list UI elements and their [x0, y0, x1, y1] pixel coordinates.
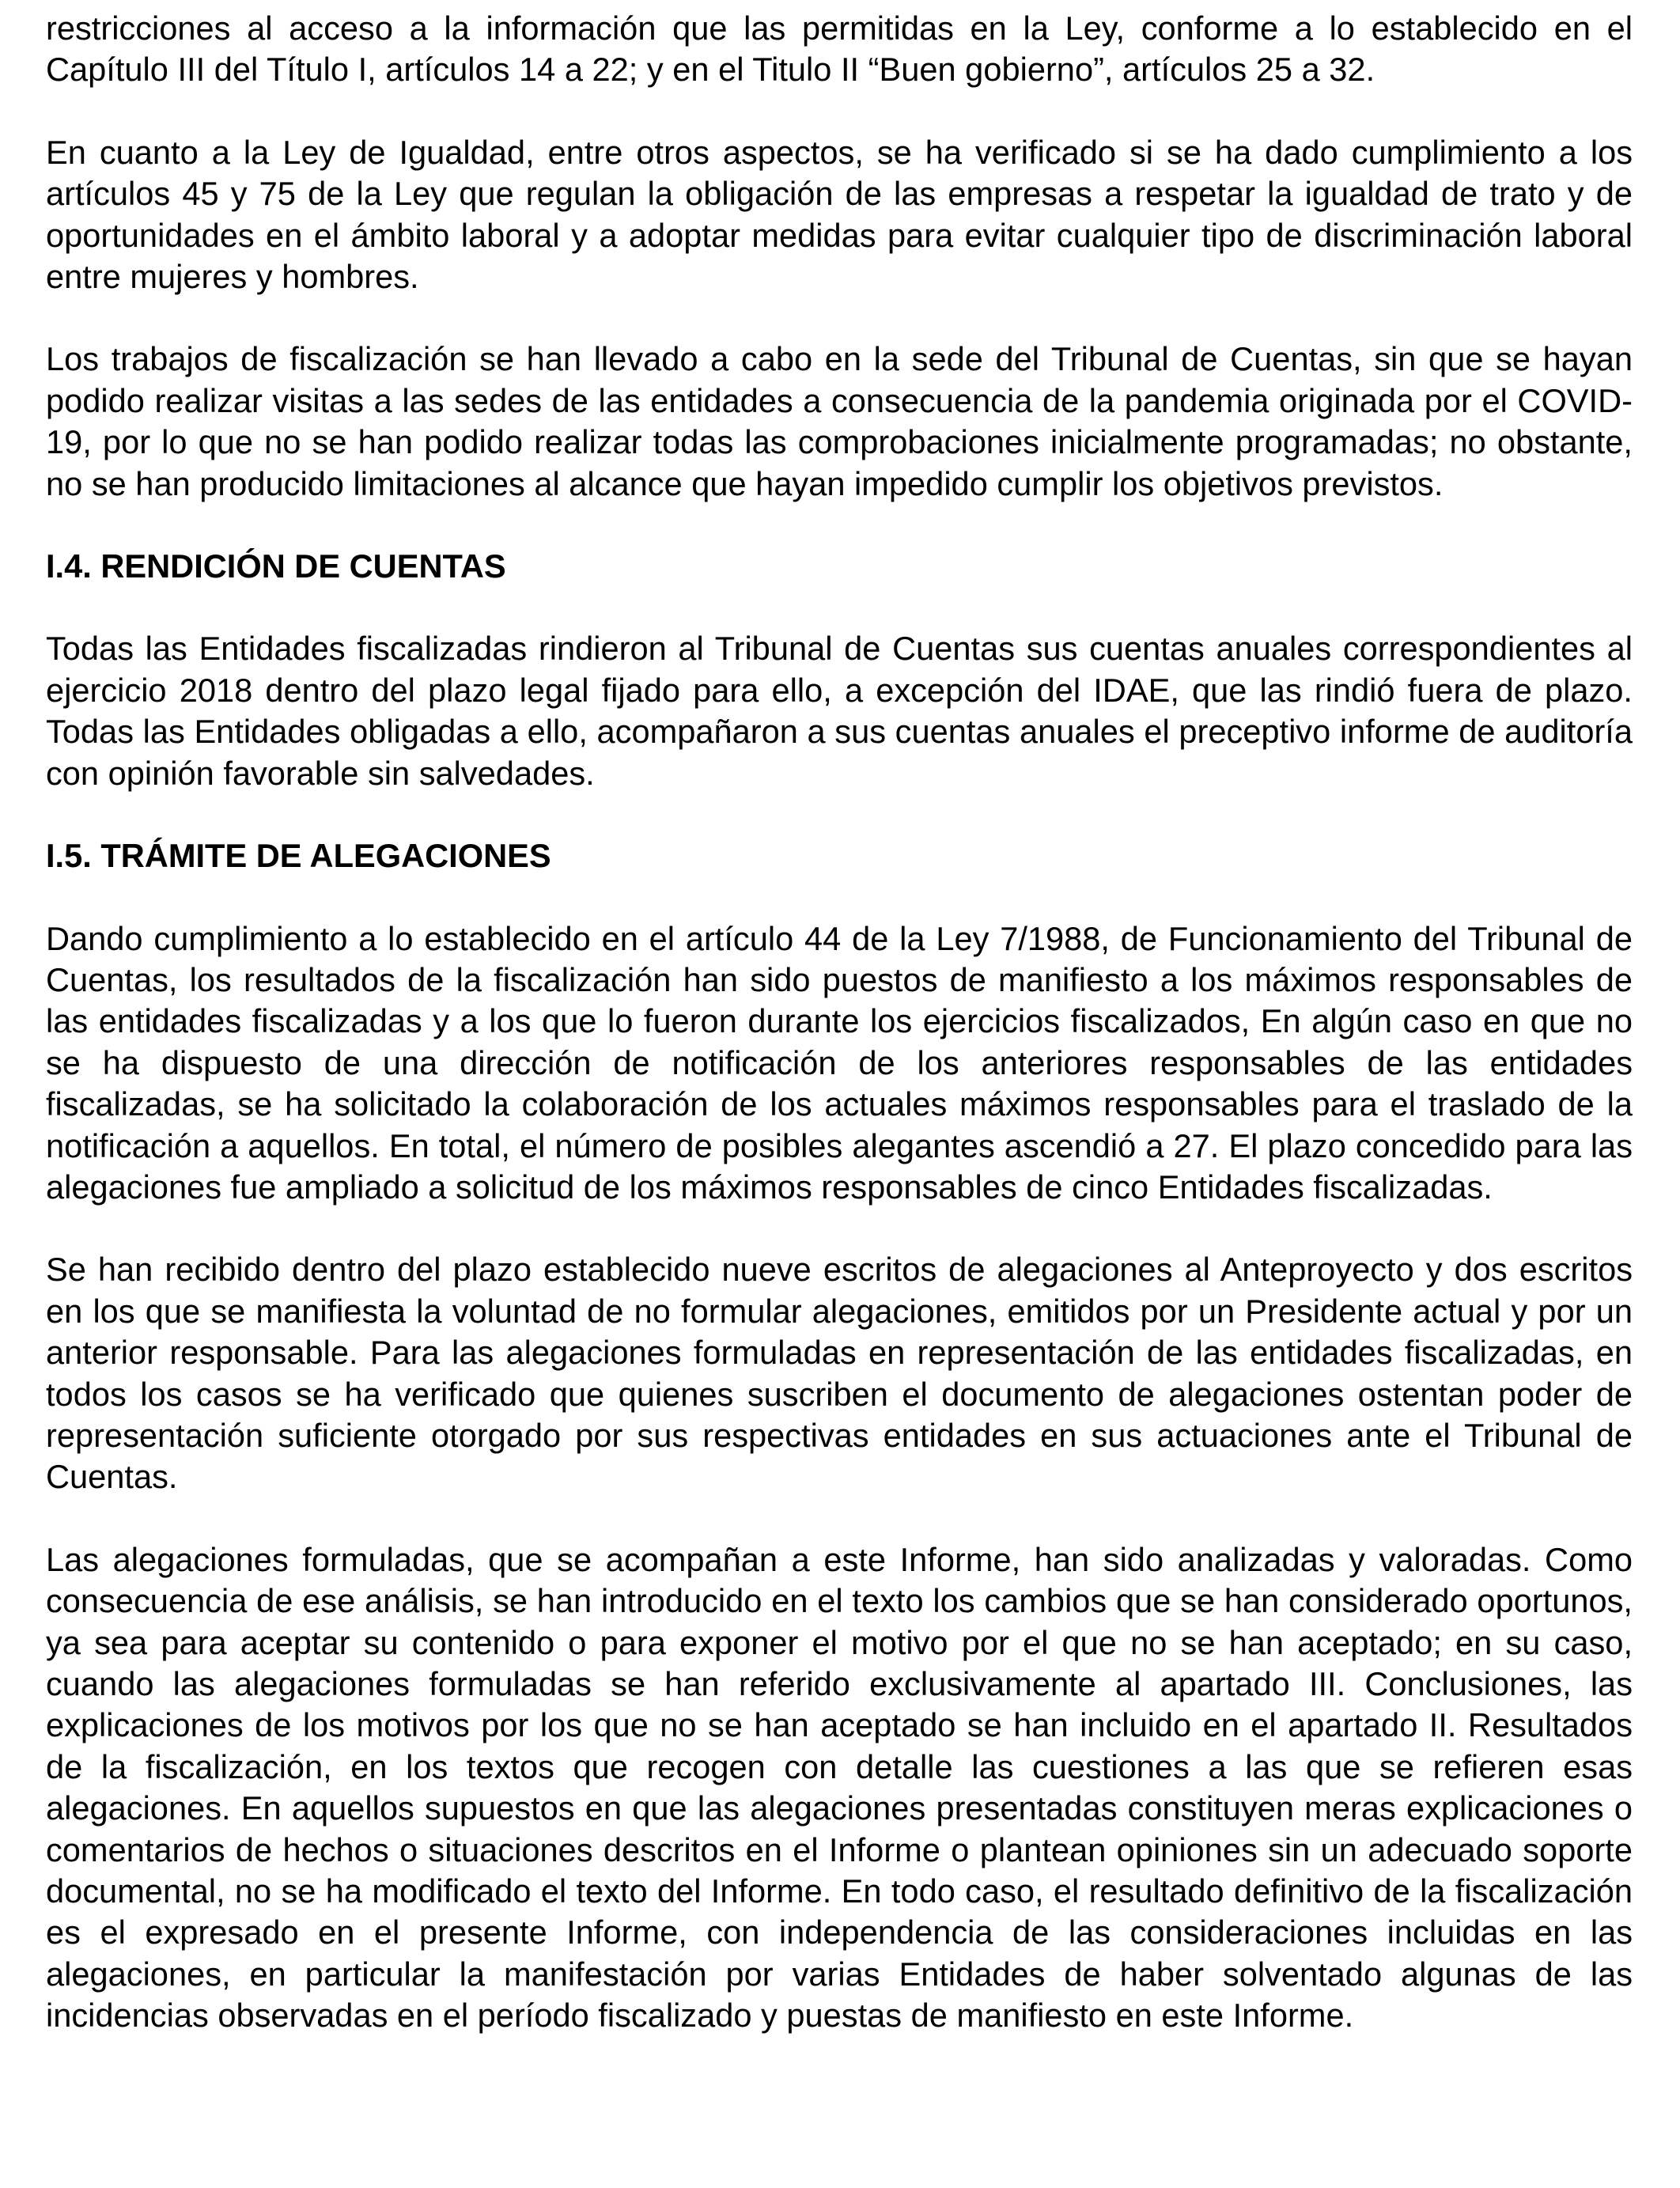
paragraph-accounts-rendered: Todas las Entidades fiscalizadas rindieron al Tribunal de Cuentas sus cuentas anuales correspondientes al ejercicio 2018 dentro del plazo legal fijado para ello, a excepción del IDAE, que las rindió fuera de plazo. Todas las Entidades obligadas a ello, acompañaron a sus cuentas anuales el preceptivo informe de auditoría con opinión favorable sin salvedades.: [46, 630, 1633, 792]
paragraph-allegations-analysis: Las alegaciones formuladas, que se acompañan a este Informe, han sido analizadas y valoradas. Como consecuencia de ese análisis, se han introducido en el texto los cambios que se han considerado oportunos, ya sea para aceptar su contenido o para exponer el motivo por el que no se han aceptado; en su caso, cuando las alegaciones formuladas se han referido exclusivamente al apartado III. Conclusiones, las explicaciones de los motivos por los que no se han aceptado se han incluido en el apartado II. Resultados de la fiscalización, en los textos que recogen con detalle las cuestiones a las que se refieren esas alegaciones. En aquellos supuestos en que las alegaciones presentadas constituyen meras explicaciones o comentarios de hechos o situaciones descritos en el Informe o plantean opiniones sin un adecuado soporte documental, no se ha modificado el texto del Informe. En todo caso, el resultado definitivo de la fiscalización es el expresado en el presente Informe, con independencia de las consideraciones incluidas en las alegaciones, en particular la manifestación por varias Entidades de haber solventado algunas de las incidencias observadas en el período fiscalizado y puestas de manifiesto en este Informe.: [46, 1540, 1633, 2035]
section-heading-alegaciones: I.5. TRÁMITE DE ALEGACIONES: [46, 837, 551, 875]
paragraph-gap: [46, 794, 1633, 835]
paragraph-gap: [46, 587, 1633, 628]
section-heading-rendicion: I.4. RENDICIÓN DE CUENTAS: [46, 547, 506, 585]
paragraph-gap: [46, 297, 1633, 339]
paragraph-equality-law: En cuanto a la Ley de Igualdad, entre otros aspectos, se ha verificado si se ha dado cumplimiento a los artículos 45 y 75 de la Ley que regulan la obligación de las empresas a respetar la igualdad de trato y de oportunidades en el ámbito laboral y a adoptar medidas para evitar cualquier tipo de discriminación laboral entre mujeres y hombres.: [46, 133, 1633, 296]
document-page: [46, 8, 1633, 2037]
paragraph-notification-process: Dando cumplimiento a lo establecido en el artículo 44 de la Ley 7/1988, de Funcionamiento del Tribunal de Cuentas, los resultados de la fiscalización han sido puestos de manifiesto a los máximos responsables de las entidades fiscalizadas y a los que lo fueron durante los ejercicios fiscalizados, En algún caso en que no se ha dispuesto de una dirección de notificación de los anteriores responsables de las entidades fiscalizadas, se ha solicitado la colaboración de los actuales máximos responsables para el traslado de la notificación a aquellos. En total, el número de posibles alegantes ascendió a 27. El plazo concedido para las alegaciones fue ampliado a solicitud de los máximos responsables de cinco Entidades fiscalizadas.: [46, 919, 1633, 1206]
paragraph-access-restrictions: restricciones al acceso a la información que las permitidas en la Ley, conforme a lo establecido en el Capítulo III del Título I, artículos 14 a 22; y en el Titulo II “Buen gobierno”, artículos 25 a 32.: [46, 9, 1633, 89]
paragraph-gap: [46, 505, 1633, 546]
paragraph-gap: [46, 877, 1633, 918]
paragraph-received-allegations: Se han recibido dentro del plazo establecido nueve escritos de alegaciones al Anteproyecto y dos escritos en los que se manifiesta la voluntad de no formular alegaciones, emitidos por un Presidente actual y por un anterior responsable. Para las alegaciones formuladas en representación de las entidades fiscalizadas, en todos los casos se ha verificado que quienes suscriben el documento de alegaciones ostentan poder de representación suficiente otorgado por sus respectivas entidades en sus actuaciones ante el Tribunal de Cuentas.: [46, 1251, 1633, 1496]
paragraph-fieldwork: Los trabajos de fiscalización se han llevado a cabo en la sede del Tribunal de Cuentas, sin que se hayan podido realizar visitas a las sedes de las entidades a consecuencia de la pandemia originada por el COVID-19, por lo que no se han podido realizar todas las comprobaciones inicialmente programadas; no obstante, no se han producido limitaciones al alcance que hayan impedido cumplir los objetivos previstos.: [46, 340, 1633, 502]
paragraph-gap: [46, 91, 1633, 132]
paragraph-gap: [46, 1498, 1633, 1539]
paragraph-gap: [46, 1208, 1633, 1249]
